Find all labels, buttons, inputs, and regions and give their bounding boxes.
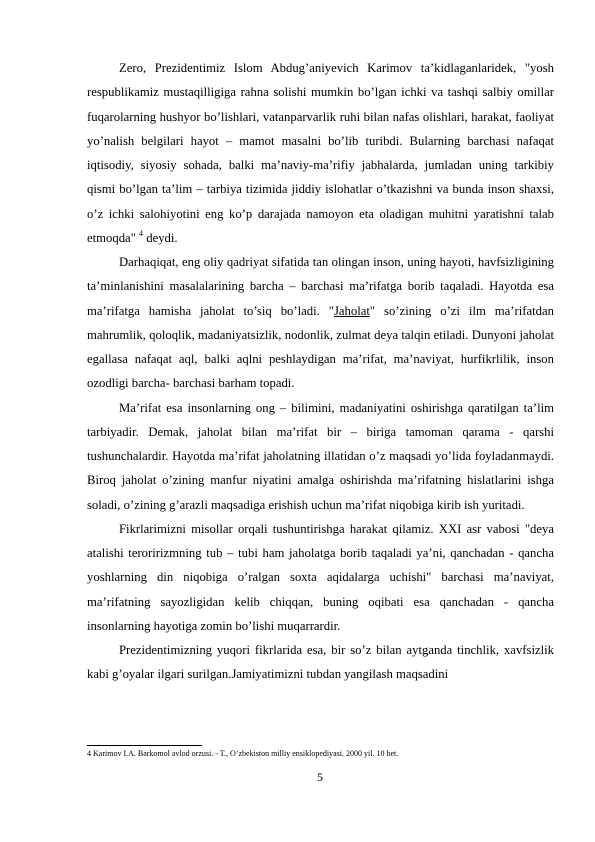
paragraph-5-text: Prezidentimizning yuqori fikrlarida esa, bir so’z bilan aytganda tinchlik, xavfsizlik kabi g’oyalar ilgari surilgan.Jamiyatimizni tubdan yangilash maqsadini [87,643,554,682]
paragraph-4 [87,517,554,638]
underlined-word: Jaholat [333,303,370,318]
paragraph-1-text: Zero, Prezidentimiz Islom Abdug’aniyevich Karimov ta’kidlaganlaridek, "yosh respublikamiz mustaqilligiga rahna solishi mumkin bo’lgan ichki va tashqi salbiy omillar fuqarolarning hushyor bo’lishlari, vatanparvarlik ruhi bilan nafas olishlari, harakat, faoliyat yo’nalish belgilari hayot – mamot masalni bo’lib turibdi. Bularning barchasi nafaqat iqtisodiy, siyosiy sohada, balki ma’naviy-ma’rifiy jabhalarda, jumladan uning tarkibiy qismi bo’lgan ta’lim – tarbiya tizimida jiddiy islohatlar o’tkazishni va bunda inson shaxsi, o’z ichki salohiyotini eng ko’p darajada namoyon eta oladigan muhitni yaratishni talab etmoqda" [87,61,554,245]
body-text [87,56,554,687]
paragraph-5 [87,638,554,687]
paragraph-3-text: Ma’rifat esa insonlarning ong – bilimini, madaniyatini oshirishga qaratilgan ta’lim tarbiyadir. Demak, jaholat bilan ma’rifat bir – biriga tamoman qarama - qarshi tushunchalardir. Hayotda ma’rifat jaholatning illatidan o’z maqsadi yo’lida foyladanmaydi. Biroq jaholat o’zining manfur niyatini amalga oshirishda ma’rifatning hislatlarini ishga soladi, o’zining g’arazli maqsadiga erishish uchun ma’rifat niqobiga kirib ish yuritadi. [87,400,554,512]
paragraph-2-tail: " so’zining o’zi ilm ma’rifatdan mahrumlik, qoloqlik, madaniyatsizlik, nodonlik, zulmat deya talqin etiladi. Dunyoni jaholat egallasa nafaqat aql, balki aqlni peshlaydigan ma’rifat, ma’naviyat, hurfikrlilik, inson ozodligi barcha- barchasi barham topadi. [87,303,554,391]
paragraph-2 [87,250,554,396]
paragraph-4-text: Fikrlarimizni misollar orqali tushuntirishga harakat qilamiz. XXI asr vabosi "deya atalishi teroririzmning tub – tubi ham jaholatga borib taqaladi ya’ni, qanchadan - qancha yoshlarning din niqobiga o’ralgan soxta aqidalarga uchishi" barchasi ma’naviyat, ma’rifatning sayozligidan kelib chiqqan, buning oqibati esa qanchadan - qancha insonlarning hayotiga zomin bo’lishi muqarrardir. [87,521,554,633]
paragraph-1 [87,56,554,250]
page-number: 5 [317,770,323,784]
footnote-divider [87,745,202,746]
paragraph-3 [87,396,554,517]
paragraph-1-tail: deydi. [143,230,178,245]
footnote: 4 Karimov I.A. Barkomol avlod orzusi. - T., O’zbekiston milliy ensiklopediyasi. 2000 yil. 10 bet. [87,749,399,758]
footnote-ref[interactable]: 4 [139,228,144,238]
paragraph-2-text: Darhaqiqat, eng oliy qadriyat sifatida tan olingan inson, uning hayoti, havfsizligining ta’minlanishini masalalarining barcha – barchasi ma’rifatga borib taqaladi. Hayotda esa ma’rifatga hamisha jaholat to’siq bo’ladi. " [87,255,554,318]
